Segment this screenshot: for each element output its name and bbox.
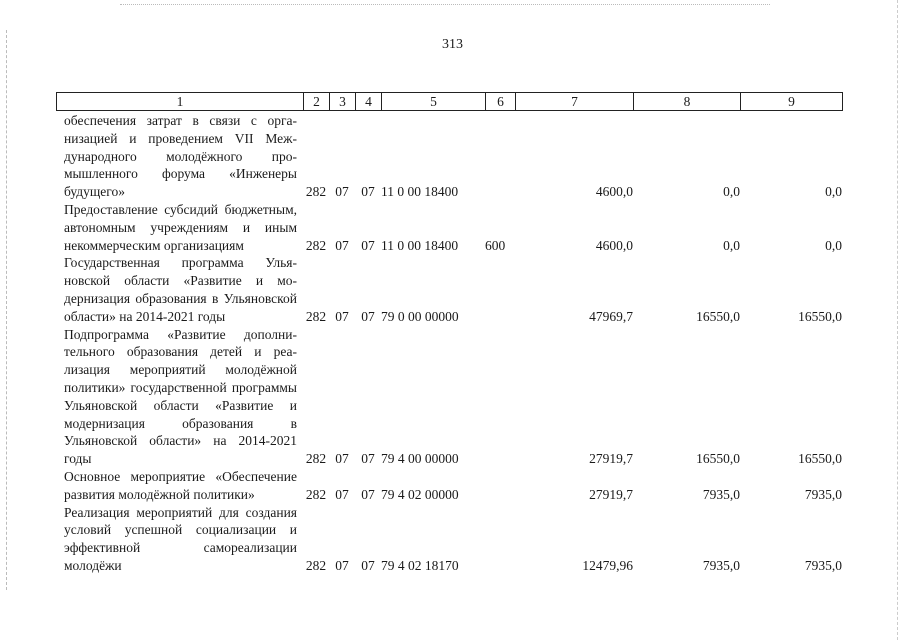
column-header-row [57, 93, 843, 111]
cell-c2: 282 [305, 451, 327, 467]
cell-c8: 0,0 [723, 184, 740, 200]
table-row [56, 254, 842, 325]
cell-c7: 27919,7 [589, 451, 633, 467]
cell-c2: 282 [305, 308, 327, 324]
cell-c4: 07 [361, 237, 375, 253]
column-header-5: 5 [382, 93, 486, 111]
cell-c6 [485, 254, 515, 325]
cell-c2: 282 [305, 486, 327, 502]
cell-c4: 07 [361, 451, 375, 467]
cell-c5: 79 0 00 00000 [381, 308, 459, 324]
row-name: Реализация мероприятий для создания условий успешной социализации и эффективной самореализации молодёжи [64, 504, 297, 573]
cell-c3: 07 [335, 451, 349, 467]
cell-c3: 07 [335, 308, 349, 324]
cell-c8: 7935,0 [702, 557, 740, 573]
cell-c4: 07 [361, 486, 375, 502]
column-header-1: 1 [57, 93, 304, 111]
cell-c7: 27919,7 [589, 486, 633, 502]
cell-c4: 07 [361, 557, 375, 573]
column-header-6: 6 [486, 93, 516, 111]
page-number: 313 [442, 37, 463, 52]
cell-c3: 07 [335, 557, 349, 573]
cell-c8: 7935,0 [702, 486, 740, 502]
cell-c9: 0,0 [825, 184, 842, 200]
cell-c8: 0,0 [723, 237, 740, 253]
cell-c9: 7935,0 [804, 557, 842, 573]
cell-c5: 11 0 00 18400 [381, 237, 459, 253]
table-row [56, 112, 842, 201]
cell-c2: 282 [305, 557, 327, 573]
row-name: Государственная программа Ульяновской области «Развитие и модернизация образования в Ульяновской области» на 2014-2021 годы [64, 255, 297, 324]
scan-edge-right [897, 0, 899, 640]
column-header-9: 9 [741, 93, 843, 111]
cell-c4: 07 [361, 184, 375, 200]
column-header-table [56, 92, 843, 111]
cell-c3: 07 [335, 237, 349, 253]
column-header-3: 3 [330, 93, 356, 111]
cell-c6 [485, 468, 515, 504]
scan-edge-left [6, 30, 8, 590]
column-header-2: 2 [304, 93, 330, 111]
cell-c7: 12479,96 [582, 557, 633, 573]
column-header-7: 7 [516, 93, 634, 111]
cell-c9: 0,0 [825, 237, 842, 253]
cell-c6 [485, 112, 515, 201]
row-name: Основное мероприятие «Обеспечение развития молодёжной политики» [64, 468, 297, 502]
column-header-8: 8 [634, 93, 741, 111]
cell-c5: 11 0 00 18400 [381, 184, 459, 200]
cell-c7: 4600,0 [595, 184, 633, 200]
cell-c5: 79 4 02 18170 [381, 557, 459, 573]
cell-c7: 47969,7 [589, 308, 633, 324]
budget-table [56, 112, 842, 575]
scan-edge-top [120, 4, 770, 6]
cell-c5: 79 4 00 00000 [381, 451, 459, 467]
cell-c6: 600 [485, 237, 506, 253]
row-name: Предоставление субсидий бюджетным, автономным учреждениям и иным некоммерческим организациям [64, 201, 297, 253]
cell-c6 [485, 326, 515, 468]
cell-c9: 7935,0 [804, 486, 842, 502]
cell-c9: 16550,0 [798, 451, 842, 467]
cell-c3: 07 [335, 486, 349, 502]
table-row [56, 468, 842, 504]
table-row [56, 326, 842, 468]
row-name: обеспечения затрат в связи с организацией и проведением VII Международного молодёжного промышленного форума «Инженеры будущего» [64, 113, 297, 200]
row-name: Подпрограмма «Развитие дополнительного образования детей и реализация мероприятий молодёжной политики» государственной программы Ульяновской области «Развитие и модернизация образования в Ульяновской области» на 2014-2021 годы [64, 326, 297, 467]
cell-c9: 16550,0 [798, 308, 842, 324]
cell-c2: 282 [305, 184, 327, 200]
table-row [56, 201, 842, 254]
cell-c8: 16550,0 [696, 308, 740, 324]
cell-c3: 07 [335, 184, 349, 200]
cell-c6 [485, 504, 515, 575]
cell-c2: 282 [305, 237, 327, 253]
table-row [56, 504, 842, 575]
cell-c8: 16550,0 [696, 451, 740, 467]
column-header-4: 4 [356, 93, 382, 111]
cell-c4: 07 [361, 308, 375, 324]
cell-c7: 4600,0 [595, 237, 633, 253]
cell-c5: 79 4 02 00000 [381, 486, 459, 502]
